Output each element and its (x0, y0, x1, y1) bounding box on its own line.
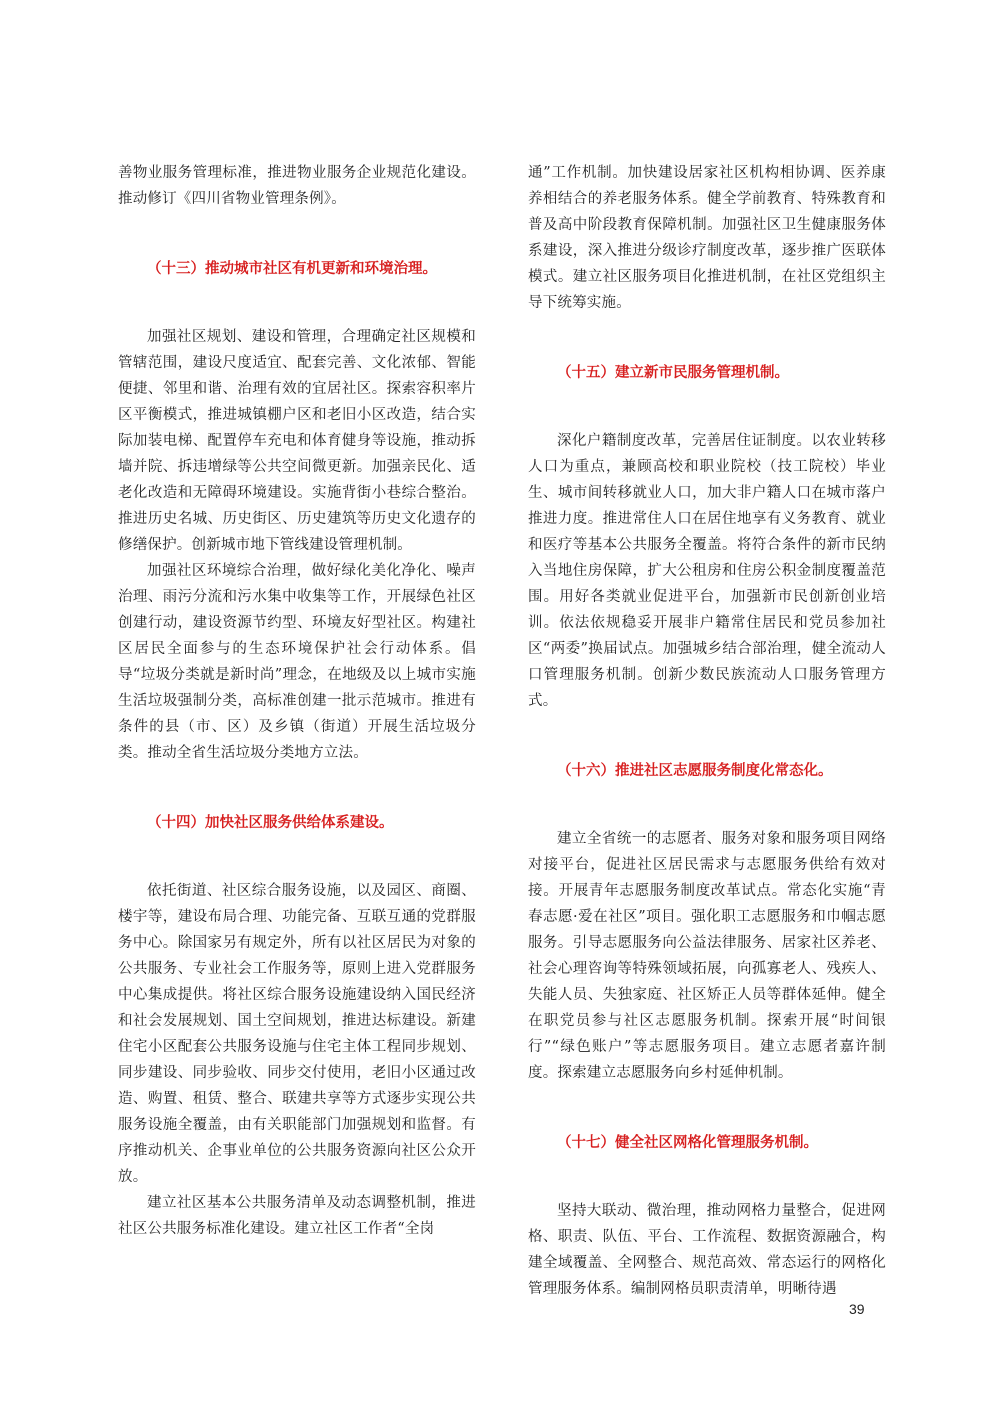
paragraph-14-2: 建立社区基本公共服务清单及动态调整机制，推进社区公共服务标准化建设。建立社区工作者“全岗 (118, 1195, 476, 1237)
section-heading-15: （十五）建立新市民服务管理机制。 (557, 365, 789, 381)
section-heading-17: （十七）健全社区网格化管理服务机制。 (557, 1135, 818, 1151)
section-heading-16: （十六）推进社区志愿服务制度化常态化。 (557, 763, 833, 779)
paragraph-15-1: 深化户籍制度改革，完善居住证制度。以农业转移人口为重点，兼顾高校和职业院校（技工院校）毕业生、城市间转移就业人口，加大非户籍人口在城市落户推进力度。推进常住人口在居住地享有义务教育、就业和医疗等基本公共服务全覆盖。将符合条件的新市民纳入当地住房保障，扩大公租房和住房公积金制度覆盖范围。用好各类就业促进平台，加强新市民创新创业培训。依法依规稳妥开展非户籍常住居民和党员参加社区“两委”换届试点。加强城乡结合部治理，健全流动人口管理服务机制。创新少数民族流动人口服务管理方式。 (528, 433, 886, 709)
section-heading-13: （十三）推动城市社区有机更新和环境治理。 (147, 261, 437, 277)
section-heading-14: （十四）加快社区服务供给体系建设。 (147, 815, 394, 831)
paragraph-14-1: 依托街道、社区综合服务设施，以及园区、商圈、楼宇等，建设布局合理、功能完备、互联互通的党群服务中心。除国家另有规定外，所有以社区居民为对象的公共服务、专业社会工作服务等，原则上进入党群服务中心集成提供。将社区综合服务设施建设纳入国民经济和社会发展规划、国土空间规划，推进达标建设。新建住宅小区配套公共服务设施与住宅主体工程同步规划、同步建设、同步验收、同步交付使用，老旧小区通过改造、购置、租赁、整合、联建共享等方式逐步实现公共服务设施全覆盖，由有关职能部门加强规划和监督。有序推动机关、企事业单位的公共服务资源向社区公众开放。 (118, 883, 476, 1185)
paragraph-13-2: 加强社区环境综合治理，做好绿化美化净化、噪声治理、雨污分流和污水集中收集等工作，开展绿色社区创建行动，建设资源节约型、环境友好型社区。构建社区居民全面参与的生态环境保护社会行动体系。倡导“垃圾分类就是新时尚”理念，在地级及以上城市实施生活垃圾强制分类，高标准创建一批示范城市。推进有条件的县（市、区）及乡镇（街道）开展生活垃圾分类。推动全省生活垃圾分类地方立法。 (118, 563, 476, 761)
paragraph-continued: 通”工作机制。加快建设居家社区机构相协调、医养康养相结合的养老服务体系。健全学前教育、特殊教育和普及高中阶段教育保障机制。加强社区卫生健康服务体系建设，深入推进分级诊疗制度改革，逐步推广医联体模式。建立社区服务项目化推进机制，在社区党组织主导下统筹实施。 (528, 165, 886, 311)
paragraph-intro: 善物业服务管理标准，推进物业服务企业规范化建设。推动修订《四川省物业管理条例》。 (118, 165, 476, 207)
right-column (528, 160, 886, 1302)
left-column (118, 160, 476, 1242)
paragraph-13-1: 加强社区规划、建设和管理，合理确定社区规模和管辖范围，建设尺度适宜、配套完善、文化浓郁、智能便捷、邻里和谐、治理有效的宜居社区。探索容积率片区平衡模式，推进城镇棚户区和老旧小区改造，结合实际加装电梯、配置停车充电和体育健身等设施，推动拆墙并院、拆违增绿等公共空间微更新。加强亲民化、适老化改造和无障碍环境建设。实施背街小巷综合整治。推进历史名城、历史街区、历史建筑等历史文化遗存的修缮保护。创新城市地下管线建设管理机制。 (118, 329, 476, 553)
paragraph-16-1: 建立全省统一的志愿者、服务对象和服务项目网络对接平台，促进社区居民需求与志愿服务供给有效对接。开展青年志愿服务制度改革试点。常态化实施“青春志愿·爱在社区”项目。强化职工志愿服务和巾帼志愿服务。引导志愿服务向公益法律服务、居家社区养老、社会心理咨询等特殊领域拓展，向孤寡老人、残疾人、失能人员、失独家庭、社区矫正人员等群体延伸。健全在职党员参与社区志愿服务机制。探索开展“时间银行”“绿色账户”等志愿服务项目。建立志愿者嘉许制度。探索建立志愿服务向乡村延伸机制。 (528, 831, 886, 1081)
paragraph-17-1: 坚持大联动、微治理，推动网格力量整合，促进网格、职责、队伍、平台、工作流程、数据资源融合，构建全域覆盖、全网整合、规范高效、常态运行的网格化管理服务体系。编制网格员职责清单，明晰待遇 (528, 1203, 886, 1297)
page-number: 39 (849, 1301, 865, 1317)
